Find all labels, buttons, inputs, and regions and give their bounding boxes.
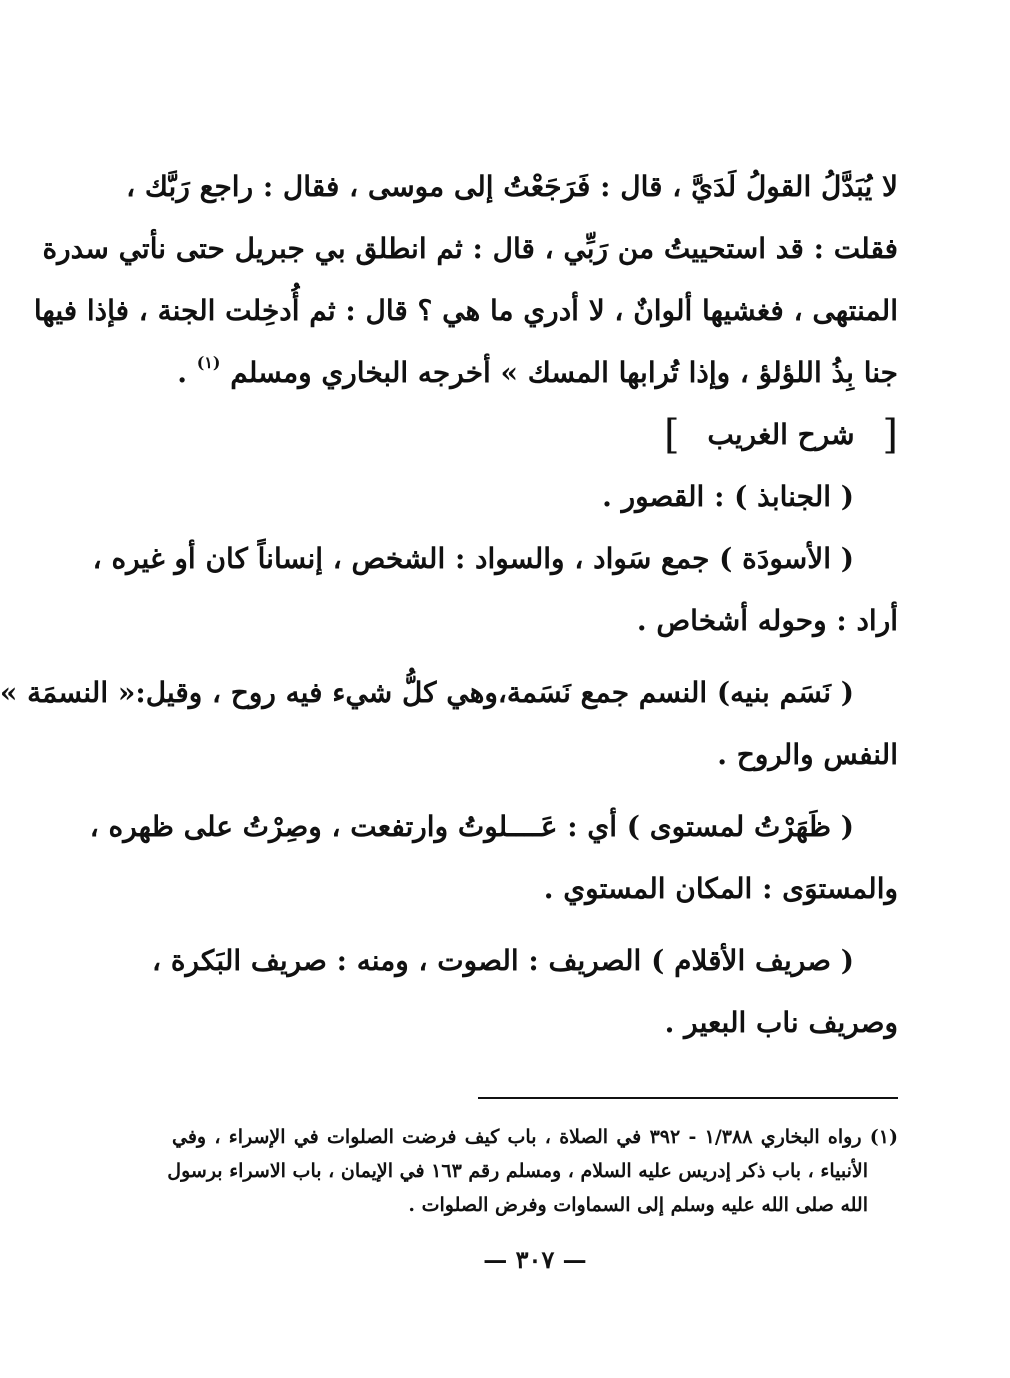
- text-line-with-footnote: [172, 342, 898, 404]
- gharib-entry-line: ( ظَهَرْتُ لمستوى ) أي : عَــــلوتُ وارتفعت ، وصِرْتُ على ظهره ،: [89, 810, 854, 843]
- text-line: فقلت : قد استحييتُ من رَبِّي ، قال : ثم انطلق بي جبريل حتى نأتي سدرة: [42, 232, 898, 265]
- text-line: لا يُبَدَّلُ القولُ لَدَيَّ ، قال : فَرَجَعْتُ إلى موسى ، فقال : راجع رَبَّك ،: [126, 170, 898, 203]
- gharib-entry-line: والمستوَى : المكان المستوي .: [543, 872, 898, 905]
- gharib-entry-line: ( نَسَم بنيه) النسم جمع نَسَمة،وهي كلُّ شيء فيه روح ، وقيل:« النسمَة »: [0, 676, 854, 709]
- footnote-marker: (١): [196, 353, 221, 372]
- gharib-entry-line: النفس والروح .: [717, 738, 898, 771]
- gharib-entry-line: ( الجنابذ ) : القصور .: [602, 480, 854, 513]
- footnote-line: (١) رواه البخاري ١/٣٨٨ - ٣٩٢ في الصلاة ، باب كيف فرضت الصلوات في الإسراء ، وفي: [172, 1126, 898, 1148]
- text-line: المنتهى ، فغشيها ألوانٌ ، لا أدري ما هي ؟ قال : ثم أُدخِلت الجنة ، فإذا فيها: [33, 294, 898, 327]
- footnotes: [167, 1120, 898, 1222]
- heading-bracket-close: ]: [663, 412, 680, 458]
- section-heading: [172, 404, 898, 466]
- period: .: [177, 356, 187, 389]
- gharib-entry-line: وصريف ناب البعير .: [664, 1006, 898, 1039]
- footnote-line: الأنبياء ، باب ذكر إدريس عليه السلام ، ومسلم رقم ١٦٣ في الإيمان ، باب الاسراء برسول: [167, 1160, 868, 1182]
- section-heading-title: شرح الغريب: [707, 418, 855, 451]
- footnote-separator: [478, 1097, 898, 1099]
- gharib-entry-line: ( صريف الأقلام ) الصريف : الصوت ، ومنه : صريف البَكرة ،: [152, 944, 854, 977]
- page-number: — ٣٠٧ —: [483, 1245, 587, 1274]
- footnote-line: الله صلى الله عليه وسلم إلى السماوات وفرض الصلوات .: [408, 1194, 868, 1216]
- gharib-entry-line: أراد : وحوله أشخاص .: [636, 604, 898, 637]
- heading-bracket-open: [: [882, 412, 898, 458]
- gharib-entry-line: ( الأسودَة ) جمع سَواد ، والسواد : الشخص ، إنساناً كان أو غيره ،: [92, 542, 854, 575]
- text-line: جنا بِذُ اللؤلؤ ، وإذا تُرابها المسك » أخرجه البخاري ومسلم: [230, 356, 898, 389]
- main-text: [0, 156, 898, 1054]
